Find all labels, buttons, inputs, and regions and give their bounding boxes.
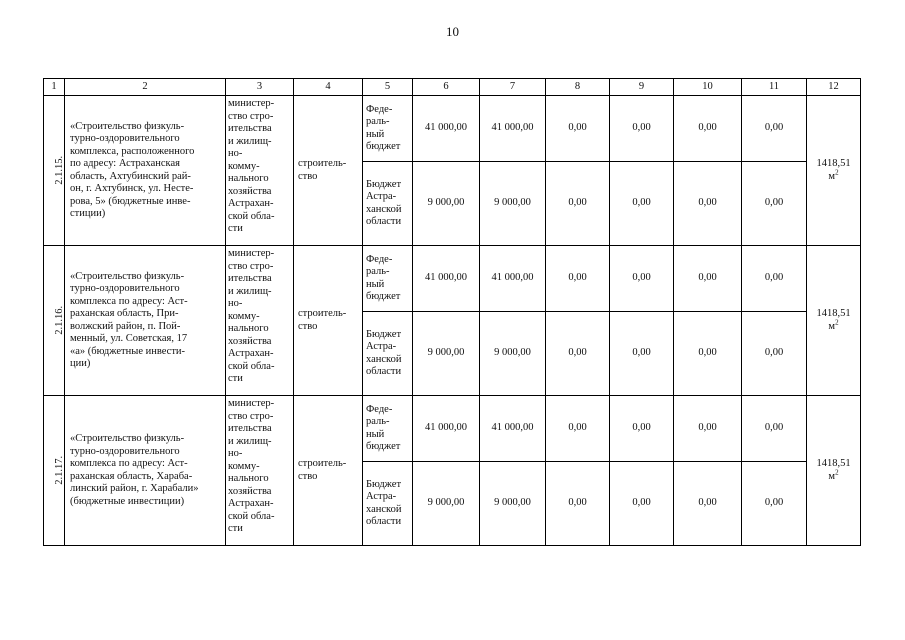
funding-source — [363, 396, 413, 462]
text-line: комплекса по адресу: Аст- — [70, 295, 188, 307]
funding-value: 41 000,00 — [413, 96, 480, 162]
text-line: ской обла- — [228, 360, 275, 372]
text-line: ство — [298, 170, 318, 182]
funding-value: 0,00 — [674, 462, 742, 546]
project-name — [65, 246, 226, 396]
text-line: области — [366, 216, 402, 227]
text-line: Феде- — [366, 253, 393, 265]
text-line: хозяйства — [228, 185, 272, 197]
text-line: области — [366, 516, 402, 527]
row-number — [44, 96, 65, 246]
text-line: менный, ул. Советская, 17 — [70, 333, 188, 344]
text-line: и жилищ- — [228, 135, 272, 147]
text-line: ство стро- — [228, 260, 274, 272]
text-line: Астра- — [366, 491, 397, 502]
capacity-area — [807, 246, 861, 396]
text-line: «Строительство физкуль- — [70, 120, 185, 132]
area-unit-exponent: 2 — [835, 468, 839, 476]
funding-value: 41 000,00 — [413, 246, 480, 312]
area-unit: м — [828, 470, 836, 482]
header-cell: 5 — [363, 79, 413, 96]
funding-source — [363, 162, 413, 246]
text-line: но- — [228, 448, 243, 459]
header-cell: 3 — [226, 79, 294, 96]
funding-value: 0,00 — [742, 462, 807, 546]
text-line: области — [366, 366, 402, 377]
text-line: Астрахан- — [228, 198, 274, 209]
header-cell: 12 — [807, 79, 861, 96]
area-unit: м — [828, 170, 836, 182]
area-unit: м — [828, 320, 836, 332]
funding-value: 41 000,00 — [480, 96, 546, 162]
row-number — [44, 396, 65, 546]
header-cell: 11 — [742, 79, 807, 96]
text-line: сти — [228, 223, 243, 234]
text-line: линский район, г. Харабали» — [70, 483, 199, 494]
funding-value: 0,00 — [674, 396, 742, 462]
area-value: 1418,51 — [816, 158, 851, 169]
header-cell: 10 — [674, 79, 742, 96]
text-line: ство — [298, 320, 318, 332]
text-line: Феде- — [366, 403, 393, 415]
text-line: министер- — [228, 98, 275, 109]
area-value: 1418,51 — [816, 308, 851, 319]
text-line: (бюджетные инвестиции) — [70, 495, 185, 507]
text-line: но- — [228, 148, 243, 159]
text-line: рова, 5» (бюджетные инве- — [70, 195, 191, 207]
project-name — [65, 96, 226, 246]
funding-source — [363, 312, 413, 396]
area-unit-exponent: 2 — [835, 318, 839, 326]
text-line: область, Ахтубинский рай- — [70, 170, 191, 182]
funding-value: 0,00 — [742, 312, 807, 396]
funding-value: 9 000,00 — [413, 312, 480, 396]
funding-value: 41 000,00 — [480, 396, 546, 462]
funding-value: 0,00 — [546, 162, 610, 246]
text-line: ство стро- — [228, 110, 274, 122]
funding-value: 0,00 — [610, 312, 674, 396]
text-line: турно-оздоровительного — [70, 445, 180, 457]
funding-value: 9 000,00 — [480, 312, 546, 396]
text-line: комплекса, расположенного — [70, 145, 195, 157]
header-row — [44, 79, 861, 96]
text-line: ный — [366, 278, 385, 290]
text-line: Астра- — [366, 191, 397, 202]
text-line: стиции) — [70, 208, 106, 219]
activity-field — [294, 396, 363, 546]
text-line: сти — [228, 523, 243, 534]
text-line: ской обла- — [228, 510, 275, 522]
row-number-text: 2.1.15. — [54, 156, 66, 185]
text-line: комму- — [228, 310, 260, 322]
text-line: бюджет — [366, 141, 401, 152]
text-line: бюджет — [366, 441, 401, 452]
row-number-text: 2.1.16. — [54, 306, 66, 335]
program-table — [43, 78, 861, 546]
header-cell: 6 — [413, 79, 480, 96]
text-line: раль- — [366, 116, 390, 127]
funding-value: 0,00 — [674, 96, 742, 162]
funding-source — [363, 96, 413, 162]
text-line: нального — [228, 323, 269, 334]
text-line: он, г. Ахтубинск, ул. Несте- — [70, 183, 194, 194]
project-name — [65, 396, 226, 546]
text-line: Бюджет — [366, 478, 402, 490]
text-line: и жилищ- — [228, 285, 272, 297]
text-line: ный — [366, 128, 385, 140]
text-line: Астрахан- — [228, 348, 274, 359]
funding-value: 9 000,00 — [480, 162, 546, 246]
text-line: турно-оздоровительного — [70, 133, 180, 144]
funding-value: 0,00 — [742, 396, 807, 462]
funding-value: 9 000,00 — [413, 462, 480, 546]
text-line: бюджет — [366, 291, 401, 302]
funding-value: 0,00 — [546, 246, 610, 312]
text-line: строитель- — [298, 158, 347, 169]
funding-value: 0,00 — [742, 246, 807, 312]
activity-field — [294, 96, 363, 246]
table-row — [44, 396, 861, 462]
text-line: турно-оздоровительного — [70, 283, 180, 294]
text-line: комму- — [228, 460, 260, 472]
text-line: комму- — [228, 160, 260, 172]
funding-source — [363, 462, 413, 546]
text-line: раль- — [366, 266, 390, 277]
text-line: Астрахан- — [228, 498, 274, 509]
text-line: по адресу: Астраханская — [70, 158, 180, 169]
text-line: ительства — [228, 273, 272, 284]
text-line: ханской — [366, 203, 402, 215]
funding-value: 0,00 — [546, 96, 610, 162]
header-cell: 7 — [480, 79, 546, 96]
table-row — [44, 246, 861, 312]
funding-value: 0,00 — [610, 162, 674, 246]
funding-source — [363, 246, 413, 312]
area-unit-exponent: 2 — [835, 168, 839, 176]
text-line: ханской — [366, 503, 402, 515]
header-cell: 1 — [44, 79, 65, 96]
header-cell: 2 — [65, 79, 226, 96]
funding-value: 0,00 — [610, 246, 674, 312]
funding-value: 0,00 — [674, 162, 742, 246]
text-line: строитель- — [298, 308, 347, 319]
text-line: и жилищ- — [228, 435, 272, 447]
funding-value: 0,00 — [546, 396, 610, 462]
text-line: «Строительство физкуль- — [70, 270, 185, 282]
text-line: строитель- — [298, 458, 347, 469]
text-line: ции) — [70, 358, 91, 369]
funding-value: 0,00 — [610, 96, 674, 162]
funding-value: 0,00 — [546, 462, 610, 546]
text-line: нального — [228, 173, 269, 184]
text-line: сти — [228, 373, 243, 384]
text-line: раханская область, При- — [70, 308, 179, 319]
header-cell: 4 — [294, 79, 363, 96]
funding-value: 0,00 — [610, 396, 674, 462]
text-line: ный — [366, 428, 385, 440]
page-number: 10 — [446, 24, 459, 39]
text-line: министер- — [228, 398, 275, 409]
responsible-ministry — [226, 396, 294, 546]
text-line: Бюджет — [366, 328, 402, 340]
text-line: Феде- — [366, 103, 393, 115]
text-line: «Строительство физкуль- — [70, 433, 185, 444]
text-line: ство стро- — [228, 410, 274, 422]
text-line: хозяйства — [228, 485, 272, 497]
text-line: Бюджет — [366, 178, 402, 190]
responsible-ministry — [226, 96, 294, 246]
text-line: ской обла- — [228, 210, 275, 222]
funding-value: 0,00 — [674, 246, 742, 312]
funding-value: 0,00 — [742, 96, 807, 162]
header-cell: 8 — [546, 79, 610, 96]
funding-value: 41 000,00 — [480, 246, 546, 312]
text-line: но- — [228, 298, 243, 309]
capacity-area — [807, 96, 861, 246]
funding-value: 0,00 — [546, 312, 610, 396]
text-line: раханская область, Хараба- — [70, 470, 193, 482]
text-line: «а» (бюджетные инвести- — [70, 345, 186, 357]
text-line: ханской — [366, 353, 402, 365]
text-line: ство — [298, 470, 318, 482]
funding-value: 0,00 — [674, 312, 742, 396]
row-number-text: 2.1.17. — [54, 456, 66, 485]
text-line: ительства — [228, 423, 272, 434]
row-number — [44, 246, 65, 396]
text-line: комплекса по адресу: Аст- — [70, 458, 188, 469]
capacity-area — [807, 396, 861, 546]
table-row — [44, 96, 861, 162]
responsible-ministry — [226, 246, 294, 396]
text-line: раль- — [366, 416, 390, 427]
text-line: Астра- — [366, 341, 397, 352]
funding-value: 0,00 — [742, 162, 807, 246]
funding-value: 9 000,00 — [480, 462, 546, 546]
text-line: ительства — [228, 123, 272, 134]
text-line: министер- — [228, 248, 275, 259]
text-line: хозяйства — [228, 335, 272, 347]
activity-field — [294, 246, 363, 396]
funding-value: 0,00 — [610, 462, 674, 546]
header-cell: 9 — [610, 79, 674, 96]
text-line: нального — [228, 473, 269, 484]
text-line: волжский район, п. Пой- — [70, 320, 181, 332]
funding-value: 9 000,00 — [413, 162, 480, 246]
funding-value: 41 000,00 — [413, 396, 480, 462]
area-value: 1418,51 — [816, 458, 851, 469]
